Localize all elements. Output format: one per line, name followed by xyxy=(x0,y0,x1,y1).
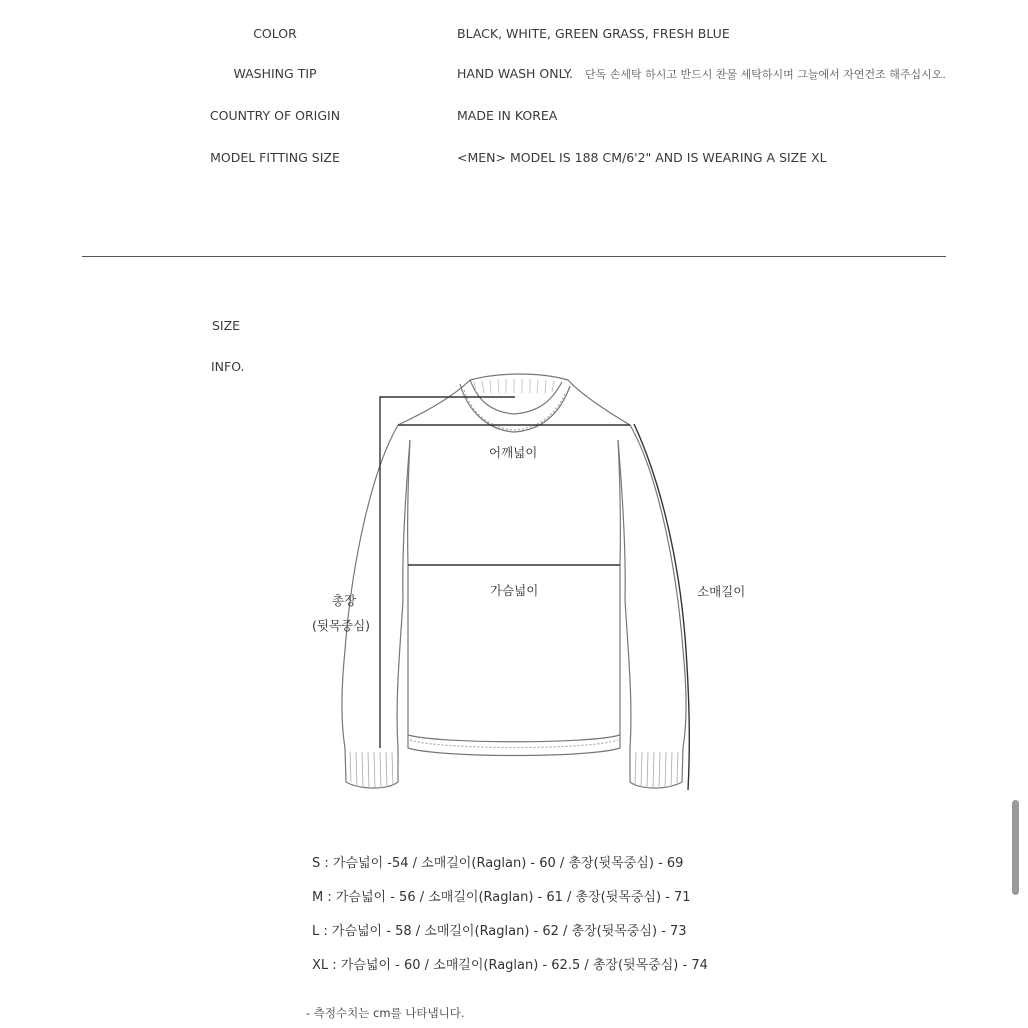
spec-value-text: HAND WASH ONLY. xyxy=(457,66,574,81)
scrollbar-thumb[interactable] xyxy=(1012,800,1019,895)
shoulder-width-label: 어깨넓이 xyxy=(489,445,538,460)
measurement-footnote: - 측정수치는 cm를 나타냅니다. xyxy=(306,1006,465,1020)
spec-label-country-of-origin: COUNTRY OF ORIGIN xyxy=(209,108,341,123)
spec-value-text: MADE IN KOREA xyxy=(457,108,558,123)
size-row-l: L : 가슴넓이 - 58 / 소매길이(Raglan) - 62 / 총장(뒷목중심) - 73 xyxy=(312,924,687,939)
total-length-label: 총장 xyxy=(332,593,357,608)
washing-note: 단독 손세탁 하시고 반드시 찬물 세탁하시며 그늘에서 자연건조 해주십시오. xyxy=(585,68,946,81)
sleeve-length-label: 소매길이 xyxy=(697,584,746,599)
spec-label-model-fitting-size: MODEL FITTING SIZE xyxy=(210,150,340,165)
size-heading-line1: SIZE xyxy=(212,318,241,333)
spec-value-text: <MEN> MODEL IS 188 CM/6'2" AND IS WEARING A SIZE XL xyxy=(457,150,827,165)
spec-label-washing-tip: WASHING TIP xyxy=(233,66,317,81)
spec-value-text: BLACK, WHITE, GREEN GRASS, FRESH BLUE xyxy=(457,26,730,41)
size-row-xl: XL : 가슴넓이 - 60 / 소매길이(Raglan) - 62.5 / 총장(뒷목중심) - 74 xyxy=(312,958,708,973)
size-row-m: M : 가슴넓이 - 56 / 소매길이(Raglan) - 61 / 총장(뒷목중심) - 71 xyxy=(312,890,691,905)
size-heading-line2: INFO. xyxy=(211,359,245,374)
sleeve-measure-line xyxy=(634,424,689,790)
total-length-sublabel: (뒷목중심) xyxy=(312,618,371,633)
spec-label-color: COLOR xyxy=(253,26,297,41)
chest-width-label: 가슴넓이 xyxy=(490,583,539,598)
size-row-s: S : 가슴넓이 -54 / 소매길이(Raglan) - 60 / 총장(뒷목중심) - 69 xyxy=(312,856,684,871)
